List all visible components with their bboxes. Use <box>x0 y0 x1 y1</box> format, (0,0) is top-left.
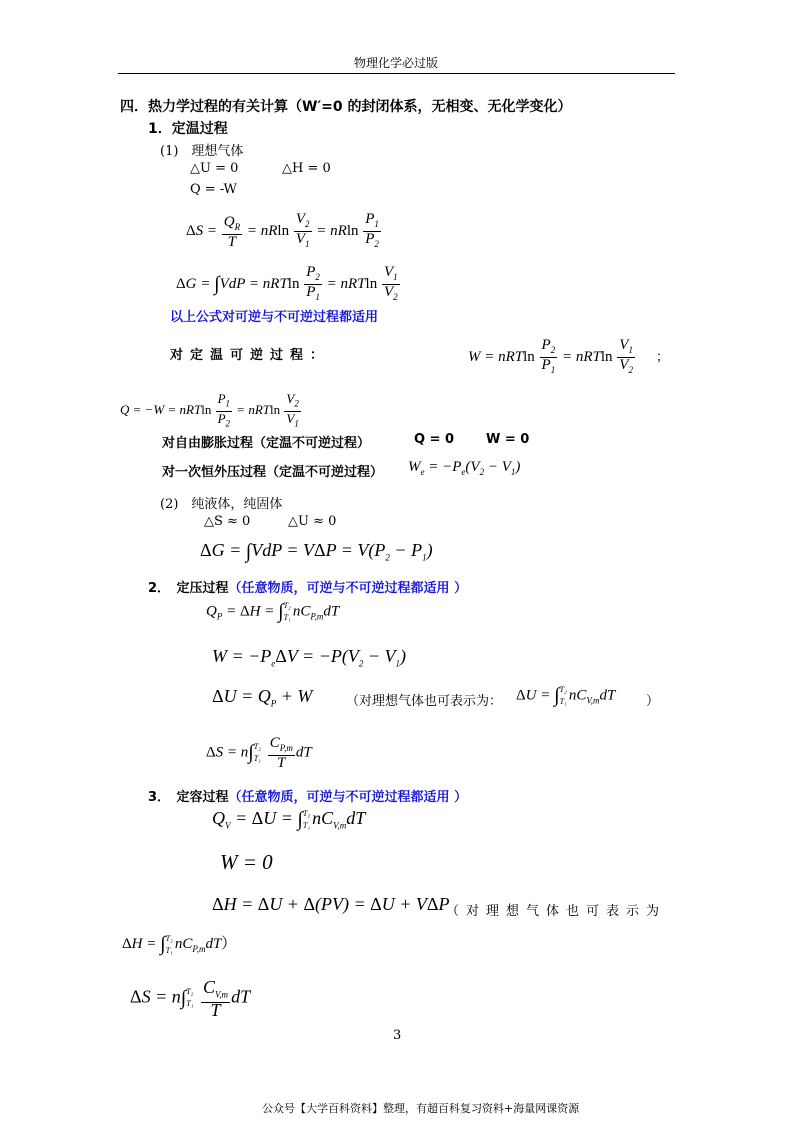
item-ideal-gas: (1) 理想气体 <box>160 144 244 159</box>
formula-dU-isobaric: $\Delta U = Q_P + W$ <box>212 686 313 709</box>
section-heading: 四．热力学过程的有关计算（W′=0 的封闭体系，无相变、无化学变化） <box>120 99 572 115</box>
header-rule <box>118 73 675 74</box>
close-paren-isochoric: ） <box>221 936 237 952</box>
ideal-gas-note-isochoric: （对理想气体也可表示为 <box>446 904 667 919</box>
page-header-title: 物理化学必过版 <box>354 56 439 70</box>
formula-work-constant-external: $W_e = -P_e(V_2 - V_1)$ <box>408 459 521 477</box>
formula-dH-isochoric: ΔH = ΔU + Δ(PV) = ΔU + VΔP <box>212 894 450 914</box>
label-constant-external-pressure: 对一次恒外压过程（定温不可逆过程） <box>162 465 384 480</box>
free-expansion-Q: Q = 0 <box>414 432 455 447</box>
subsection-isothermal: 1．定温过程 <box>148 121 228 137</box>
eq-dS-approx-zero: △S ≈ 0 <box>204 514 251 529</box>
isochoric-note: （任意物质，可逆与不可逆过程都适用 ） <box>228 790 468 805</box>
formula-dH-ideal: ΔH = ∫ T₂ T₁ $nC_{P,m}dT$） <box>122 933 237 956</box>
formula-qp: $Q_P = \Delta H$ = ∫ T₂ T₁ $nC_{P,m}dT$ <box>206 600 340 623</box>
subsection-isobaric <box>148 577 467 596</box>
close-paren-isobaric: ） <box>646 694 660 709</box>
formula-dS-isochoric: ΔS = n∫ T₂ T₁ $\frac{C_{V,m}}{T}$ dT <box>130 977 251 1020</box>
formula-entropy-isothermal: ΔS = $\frac{Q_R}{T}$ = nRln $\frac{V_2}{V_1}$ = nRln $\frac{P_1}{P_2}$ <box>186 211 379 250</box>
item-pure-liquid-solid: (2) 纯液体，纯固体 <box>160 497 283 512</box>
page-number: 3 <box>393 1028 402 1043</box>
formula-gibbs-condensed: $\Delta G = \int VdP = V\Delta P = V(P_2 - P_1)$ <box>200 540 433 563</box>
isochoric-title: 3． 定容过程 <box>148 790 229 805</box>
isobaric-note: （任意物质，可逆与不可逆过程都适用 ） <box>228 581 468 596</box>
footer-text: 公众号【大学百科资料】整理，有超百科复习资料+海量网课资源 <box>262 1102 580 1115</box>
free-expansion-W: W = 0 <box>486 432 530 447</box>
formula-work-isobaric: $W = -P_e\Delta V = -P(V_2 - V_1)$ <box>212 646 406 669</box>
eq-dH-zero: △H = 0 <box>282 161 331 176</box>
formula-gibbs-isothermal: ΔG = ∫VdP = nRTln $\frac{P_2}{P_1}$ = nRTln $\frac{V_1}{V_2}$ <box>176 264 398 302</box>
subsection-isochoric <box>148 786 467 805</box>
eq-dU-zero: △U = 0 <box>190 161 239 176</box>
formula-work-zero: W = 0 <box>220 850 273 874</box>
formula-qv: $Q_V = \Delta U$ = ∫ T₂ T₁ $nC_{V,m}dT$ <box>212 808 366 831</box>
eq-dU-approx-zero: △U ≈ 0 <box>288 514 337 529</box>
formula-heat-reversible: Q = −W = nRTln $\frac{P_1}{P_2}$ = nRTln $\frac{V_2}{V_1}$ <box>120 391 299 429</box>
label-reversible-isothermal: 对定温可逆过程： <box>170 348 331 363</box>
ideal-gas-note-isobaric: （对理想气体也可表示为： <box>346 694 503 709</box>
note-applies-both: 以上公式对可逆与不可逆过程都适用 <box>170 310 379 325</box>
semicolon: ； <box>656 350 670 365</box>
formula-dS-isobaric: ΔS = n∫ T₂ T₁ $\frac{C_{P,m}}{T}$ dT <box>206 735 312 771</box>
isobaric-title: 2． 定压过程 <box>148 581 229 596</box>
formula-dU-ideal: ΔU = ∫ T₂ T₁ $nC_{V,m}dT$ <box>516 684 616 707</box>
label-free-expansion: 对自由膨胀过程（定温不可逆过程） <box>162 436 371 451</box>
eq-Q-minus-W: Q = -W <box>190 182 237 197</box>
formula-work-reversible: W = nRTln $\frac{P_2}{P_1}$ = nRTln $\frac{V_1}{V_2}$ <box>468 337 633 375</box>
